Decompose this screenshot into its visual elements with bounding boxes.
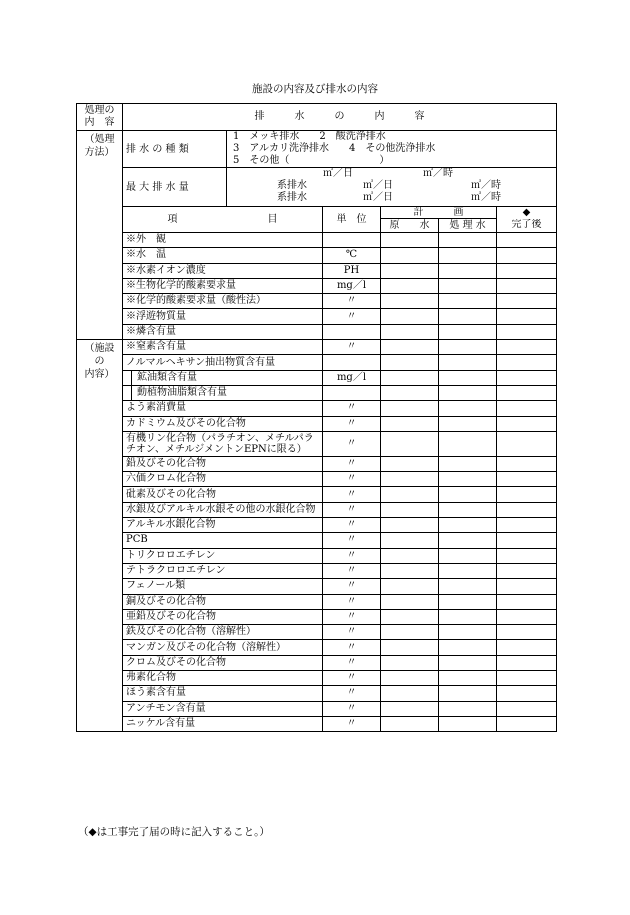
unit-cell: 〃 <box>323 431 381 456</box>
unit-cell <box>323 324 381 339</box>
raw-cell[interactable] <box>381 456 439 471</box>
item-cell: トリクロロエチレン <box>123 548 323 563</box>
treated-cell[interactable] <box>439 487 497 502</box>
wastewater-form-table <box>76 103 557 732</box>
treated-cell[interactable] <box>439 518 497 533</box>
footnote: （◆は工事完了届の時に記入すること。） <box>78 826 270 838</box>
after-cell[interactable] <box>497 594 557 609</box>
raw-cell[interactable] <box>381 640 439 655</box>
unit-cell: ℃ <box>323 248 381 263</box>
raw-cell[interactable] <box>381 671 439 686</box>
treated-cell[interactable] <box>439 324 497 339</box>
treated-cell[interactable] <box>439 370 497 385</box>
treated-cell[interactable] <box>439 431 497 456</box>
treated-cell[interactable] <box>439 716 497 731</box>
unit-cell <box>323 385 381 400</box>
item-cell: PCB <box>123 533 323 548</box>
unit-cell: 〃 <box>323 416 381 431</box>
unit-cell: 〃 <box>323 548 381 563</box>
column-header-row-1 <box>77 207 557 219</box>
after-cell[interactable] <box>497 686 557 701</box>
item-cell: 弗素化合物 <box>123 671 323 686</box>
types-label: 排 水 の 種 類 <box>126 143 189 155</box>
table-row <box>77 609 557 624</box>
after-cell[interactable] <box>497 548 557 563</box>
volume-r2-day: ㎥／日 <box>363 180 393 191</box>
after-cell[interactable] <box>497 385 557 400</box>
table-row <box>77 401 557 416</box>
table-row <box>77 456 557 471</box>
after-cell[interactable] <box>497 671 557 686</box>
raw-cell[interactable] <box>381 340 439 355</box>
volume-r1-day: ㎥／日 <box>323 168 353 179</box>
raw-cell[interactable] <box>381 355 439 370</box>
treated-cell[interactable] <box>439 340 497 355</box>
table-row <box>77 294 557 309</box>
after-cell[interactable] <box>497 401 557 416</box>
volume-cell <box>123 168 557 207</box>
after-cell[interactable] <box>497 370 557 385</box>
table-row <box>77 671 557 686</box>
item-cell: マンガン及びその化合物（溶解性） <box>123 640 323 655</box>
after-cell[interactable] <box>497 263 557 278</box>
item-cell: ※燐含有量 <box>123 324 323 339</box>
table-row <box>77 248 557 263</box>
table-row <box>77 579 557 594</box>
item-cell: ※水 温 <box>123 248 323 263</box>
unit-cell: PH <box>323 263 381 278</box>
raw-cell[interactable] <box>381 548 439 563</box>
item-cell: フェノール類 <box>123 579 323 594</box>
table-row <box>77 640 557 655</box>
raw-cell[interactable] <box>381 609 439 624</box>
after-cell[interactable] <box>497 640 557 655</box>
volume-r2-label: 系排水 <box>277 180 307 191</box>
raw-cell[interactable] <box>381 431 439 456</box>
types-row <box>77 131 557 168</box>
after-cell[interactable] <box>497 456 557 471</box>
raw-cell[interactable] <box>381 278 439 293</box>
item-cell: 鉄及びその化合物（溶解性） <box>123 625 323 640</box>
table-row <box>77 716 557 731</box>
treated-cell[interactable] <box>439 355 497 370</box>
column-treated: 処 理 水 <box>439 219 497 233</box>
volume-r2-hour: ㎥／時 <box>471 180 501 191</box>
after-cell[interactable] <box>497 278 557 293</box>
table-row <box>77 309 557 324</box>
item-cell: 亜鉛及びその化合物 <box>123 609 323 624</box>
unit-cell: 〃 <box>323 502 381 517</box>
after-cell[interactable] <box>497 716 557 731</box>
item-cell: ノルマルヘキサン抽出物質含有量 <box>123 355 323 370</box>
raw-cell[interactable] <box>381 502 439 517</box>
table-row <box>77 370 557 385</box>
raw-cell[interactable] <box>381 563 439 578</box>
after-cell[interactable] <box>497 294 557 309</box>
after-cell[interactable] <box>497 502 557 517</box>
unit-cell: 〃 <box>323 671 381 686</box>
raw-cell[interactable] <box>381 233 439 248</box>
volume-r3-hour: ㎥／時 <box>471 192 501 203</box>
treated-cell[interactable] <box>439 640 497 655</box>
unit-cell <box>323 233 381 248</box>
after-cell[interactable] <box>497 472 557 487</box>
treated-cell[interactable] <box>439 655 497 670</box>
table-row <box>77 472 557 487</box>
unit-cell <box>323 355 381 370</box>
after-cell[interactable] <box>497 416 557 431</box>
table-row <box>77 548 557 563</box>
item-cell: ※生物化学的酸素要求量 <box>123 278 323 293</box>
unit-cell: 〃 <box>323 487 381 502</box>
raw-cell[interactable] <box>381 370 439 385</box>
table-row <box>77 686 557 701</box>
after-cell[interactable] <box>497 248 557 263</box>
volume-label: 最 大 排 水 量 <box>126 181 189 193</box>
volume-row <box>77 168 557 207</box>
table-row <box>77 487 557 502</box>
unit-cell: mg／l <box>323 370 381 385</box>
after-cell[interactable] <box>497 355 557 370</box>
table-row <box>77 431 557 456</box>
column-after: 完了後 <box>497 219 557 233</box>
unit-cell: 〃 <box>323 518 381 533</box>
treated-cell[interactable] <box>439 456 497 471</box>
table-row <box>77 233 557 248</box>
after-cell[interactable] <box>497 487 557 502</box>
raw-cell[interactable] <box>381 294 439 309</box>
unit-cell: 〃 <box>323 563 381 578</box>
table-row <box>77 355 557 370</box>
unit-cell: 〃 <box>323 640 381 655</box>
raw-cell[interactable] <box>381 487 439 502</box>
table-row <box>77 263 557 278</box>
raw-cell[interactable] <box>381 324 439 339</box>
table-row <box>77 594 557 609</box>
unit-cell: 〃 <box>323 609 381 624</box>
column-unit: 単 位 <box>323 207 381 233</box>
raw-cell[interactable] <box>381 701 439 716</box>
table-row <box>77 416 557 431</box>
after-cell[interactable] <box>497 431 557 456</box>
item-cell: ※浮遊物質量 <box>123 309 323 324</box>
after-cell[interactable] <box>497 533 557 548</box>
raw-cell[interactable] <box>381 309 439 324</box>
header-right: 排 水 の 内 容 <box>123 104 557 131</box>
item-cell: 銅及びその化合物 <box>123 594 323 609</box>
types-cell <box>123 131 557 168</box>
table-row <box>77 340 557 355</box>
treated-cell[interactable] <box>439 385 497 400</box>
item-cell: 動植物油脂類含有量 <box>123 385 323 400</box>
treated-cell[interactable] <box>439 579 497 594</box>
unit-cell: 〃 <box>323 309 381 324</box>
column-item: 項 目 <box>123 207 323 233</box>
unit-cell: 〃 <box>323 579 381 594</box>
after-cell[interactable] <box>497 625 557 640</box>
raw-cell[interactable] <box>381 385 439 400</box>
raw-cell[interactable] <box>381 686 439 701</box>
raw-cell[interactable] <box>381 518 439 533</box>
unit-cell: 〃 <box>323 716 381 731</box>
item-cell: ※窒素含有量 <box>123 340 323 355</box>
table-row <box>77 502 557 517</box>
item-cell: 有機リン化合物（パラチオン、メチルパラチオン、メチルジメントンEPNに限る） <box>123 431 323 456</box>
volume-r3-day: ㎥／日 <box>363 192 393 203</box>
after-cell[interactable] <box>497 655 557 670</box>
table-row <box>77 324 557 339</box>
treated-cell[interactable] <box>439 416 497 431</box>
types-line-3: 5 その他（ ） <box>233 155 390 166</box>
unit-cell: 〃 <box>323 456 381 471</box>
table-row <box>77 518 557 533</box>
types-line-1: 1 メッキ排水 2 酸洗浄排水 <box>233 131 386 142</box>
unit-cell: 〃 <box>323 401 381 416</box>
table-row <box>77 563 557 578</box>
column-raw: 原 水 <box>381 219 439 233</box>
treated-cell[interactable] <box>439 294 497 309</box>
item-cell: 砒素及びその化合物 <box>123 487 323 502</box>
header-left: 処理の 内 容 <box>77 104 123 131</box>
treated-cell[interactable] <box>439 609 497 624</box>
unit-cell: mg／l <box>323 278 381 293</box>
item-cell: アンチモン含有量 <box>123 701 323 716</box>
treated-cell[interactable] <box>439 563 497 578</box>
treated-cell[interactable] <box>439 548 497 563</box>
treated-cell[interactable] <box>439 502 497 517</box>
table-row <box>77 385 557 400</box>
raw-cell[interactable] <box>381 594 439 609</box>
item-cell: クロム及びその化合物 <box>123 655 323 670</box>
table-row <box>77 655 557 670</box>
treated-cell[interactable] <box>439 472 497 487</box>
item-cell: ※化学的酸素要求量（酸性法） <box>123 294 323 309</box>
raw-cell[interactable] <box>381 416 439 431</box>
after-cell[interactable] <box>497 309 557 324</box>
item-cell: ニッケル含有量 <box>123 716 323 731</box>
item-cell: アルキル水銀化合物 <box>123 518 323 533</box>
header-row <box>77 104 557 131</box>
raw-cell[interactable] <box>381 401 439 416</box>
after-cell[interactable] <box>497 233 557 248</box>
column-plan: 計 画 <box>381 207 497 219</box>
treated-cell[interactable] <box>439 401 497 416</box>
unit-cell: 〃 <box>323 472 381 487</box>
treated-cell[interactable] <box>439 533 497 548</box>
volume-r1-hour: ㎥／時 <box>423 168 453 179</box>
after-cell[interactable] <box>497 563 557 578</box>
treated-cell[interactable] <box>439 309 497 324</box>
item-cell: 水銀及びアルキル水銀その他の水銀化合物 <box>123 502 323 517</box>
types-line-2: 3 アルカリ洗浄排水 4 その他洗浄排水 <box>233 143 436 154</box>
treated-cell[interactable] <box>439 248 497 263</box>
after-cell[interactable] <box>497 518 557 533</box>
item-cell: ほう素含有量 <box>123 686 323 701</box>
treated-cell[interactable] <box>439 671 497 686</box>
item-cell: 鉛及びその化合物 <box>123 456 323 471</box>
unit-cell: 〃 <box>323 594 381 609</box>
treated-cell[interactable] <box>439 233 497 248</box>
raw-cell[interactable] <box>381 263 439 278</box>
treated-cell[interactable] <box>439 625 497 640</box>
treated-cell[interactable] <box>439 686 497 701</box>
left-label-facility: （施設 の 内容） <box>77 340 123 732</box>
table-row <box>77 278 557 293</box>
treated-cell[interactable] <box>439 701 497 716</box>
volume-r3-label: 系排水 <box>277 192 307 203</box>
item-cell: よう素消費量 <box>123 401 323 416</box>
table-row <box>77 533 557 548</box>
item-cell: カドミウム及びその化合物 <box>123 416 323 431</box>
unit-cell: 〃 <box>323 294 381 309</box>
treated-cell[interactable] <box>439 263 497 278</box>
item-cell: 六価クロム化合物 <box>123 472 323 487</box>
after-cell[interactable] <box>497 701 557 716</box>
raw-cell[interactable] <box>381 579 439 594</box>
column-diamond: ◆ <box>497 207 557 219</box>
unit-cell: 〃 <box>323 533 381 548</box>
item-cell: 鉱油類含有量 <box>123 370 323 385</box>
treated-cell[interactable] <box>439 278 497 293</box>
table-row <box>77 625 557 640</box>
item-cell: ※外 観 <box>123 233 323 248</box>
item-cell: ※水素イオン濃度 <box>123 263 323 278</box>
item-cell: テトラクロロエチレン <box>123 563 323 578</box>
page-title: 施設の内容及び排水の内容 <box>252 83 378 95</box>
unit-cell: 〃 <box>323 686 381 701</box>
raw-cell[interactable] <box>381 533 439 548</box>
after-cell[interactable] <box>497 340 557 355</box>
unit-cell: 〃 <box>323 655 381 670</box>
unit-cell: 〃 <box>323 340 381 355</box>
raw-cell[interactable] <box>381 625 439 640</box>
unit-cell: 〃 <box>323 701 381 716</box>
raw-cell[interactable] <box>381 716 439 731</box>
raw-cell[interactable] <box>381 248 439 263</box>
raw-cell[interactable] <box>381 655 439 670</box>
raw-cell[interactable] <box>381 472 439 487</box>
unit-cell: 〃 <box>323 625 381 640</box>
table-row <box>77 701 557 716</box>
treated-cell[interactable] <box>439 594 497 609</box>
after-cell[interactable] <box>497 324 557 339</box>
after-cell[interactable] <box>497 609 557 624</box>
left-label-processing: （処理 方法） <box>77 131 123 340</box>
after-cell[interactable] <box>497 579 557 594</box>
